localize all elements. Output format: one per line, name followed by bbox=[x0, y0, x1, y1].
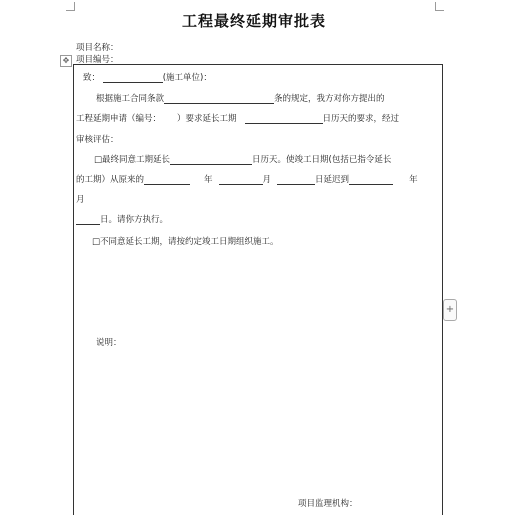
option-reject-line[interactable]: □不同意延长工期，请按约定竣工日期组织施工。 bbox=[92, 237, 279, 247]
option-approve-label[interactable]: □最终同意工期延长 bbox=[94, 155, 171, 165]
contractor-blank[interactable] bbox=[103, 73, 163, 83]
paragraph-line-2 bbox=[76, 112, 399, 124]
move-icon[interactable]: ✥ bbox=[60, 55, 72, 67]
option-approve-text: 日历天。使竣工日期(包括已指令延长 bbox=[252, 155, 392, 165]
clause-text-a: 根据施工合同条款 bbox=[96, 94, 165, 104]
delayed-to-label: 日延迟到 bbox=[315, 175, 350, 185]
approval-table bbox=[73, 64, 443, 515]
year-label-2: 年 bbox=[409, 175, 418, 185]
clause-blank[interactable] bbox=[164, 94, 274, 104]
requested-days-blank[interactable] bbox=[245, 114, 323, 124]
addressee-line bbox=[83, 71, 212, 83]
calendar-days-text: 日历天的要求，经过 bbox=[322, 114, 400, 124]
review-label: 审核评估： bbox=[76, 135, 119, 145]
extension-request-text: ）要求延长工期 bbox=[177, 114, 237, 124]
approved-days-blank[interactable] bbox=[170, 155, 252, 165]
execute-text: 日。请你方执行。 bbox=[100, 215, 169, 225]
supervisor-label: 项目监理机构： bbox=[298, 499, 358, 509]
original-year-blank[interactable] bbox=[144, 175, 190, 185]
original-day-blank[interactable] bbox=[277, 175, 315, 185]
project-number-label: 项目编号： bbox=[76, 55, 119, 65]
project-name-label: 项目名称： bbox=[76, 43, 119, 53]
addressee-suffix: (施工单位)： bbox=[162, 73, 212, 83]
date-change-line bbox=[76, 173, 418, 185]
clause-text-b: 条的规定，我方对你方提出的 bbox=[274, 94, 385, 104]
month-label-2: 月 bbox=[76, 195, 85, 205]
month-label-1: 月 bbox=[262, 175, 272, 185]
plus-icon[interactable]: + bbox=[443, 299, 457, 321]
addressee-prefix: 致： bbox=[83, 73, 101, 83]
day-execute-line bbox=[76, 213, 168, 225]
application-number-label: 工程延期申请（编号： bbox=[76, 114, 162, 124]
option-approve-line bbox=[94, 153, 391, 165]
year-label-1: 年 bbox=[204, 175, 213, 185]
new-year-blank[interactable] bbox=[349, 175, 393, 185]
original-date-label: 的工期）从原来的 bbox=[76, 175, 145, 185]
document-title: 工程最终延期审批表 bbox=[181, 12, 326, 30]
new-day-blank[interactable] bbox=[76, 215, 100, 225]
paragraph-line-1 bbox=[96, 92, 385, 104]
original-month-blank[interactable] bbox=[219, 175, 263, 185]
note-label: 说明： bbox=[96, 338, 122, 348]
